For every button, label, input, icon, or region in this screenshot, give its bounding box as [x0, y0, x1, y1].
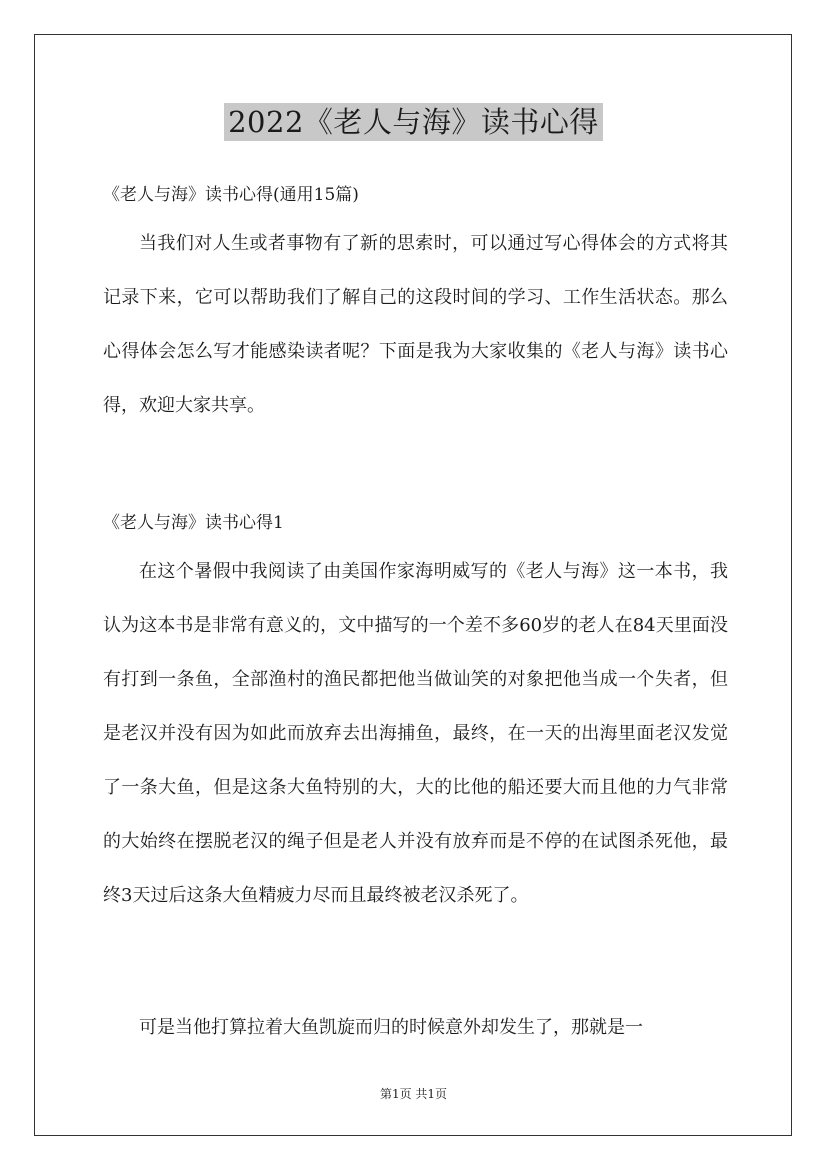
document-title: 2022《老人与海》读书心得	[224, 103, 603, 141]
body-paragraph-2: 可是当他打算拉着大鱼凯旋而归的时候意外却发生了，那就是一	[139, 1017, 643, 1038]
page-footer: 第1页 共1页	[379, 1087, 448, 1101]
document-title-wrap	[0, 100, 827, 141]
document-subtitle: 《老人与海》读书心得(通用15篇)	[103, 185, 359, 205]
body-paragraph-1: 在这个暑假中我阅读了由美国作家海明威写的《老人与海》这一本书，我认为这本书是非常有意义的，文中描写的一个差不多60岁的老人在84天里面没有打到一条鱼，全部渔村的渔民都把他当做讪笑的对象把他当成一个失者，但是老汉并没有因为如此而放弃去出海捕鱼，最终，在一天的出海里面老汉发觉了一条大鱼，但是这条大鱼特别的大，大的比他的船还要大而且他的力气非常的大始终在摆脱老汉的绳子但是老人并没有放弃而是不停的在试图杀死他，最终3天过后这条大鱼精疲力尽而且最终被老汉杀死了。	[103, 561, 728, 906]
section-heading: 《老人与海》读书心得1	[103, 513, 284, 533]
intro-paragraph: 当我们对人生或者事物有了新的思索时，可以通过写心得体会的方式将其记录下来，它可以帮助我们了解自己的这段时间的学习、工作生活状态。那么心得体会怎么写才能感染读者呢？下面是我为大家收集的《老人与海》读书心得，欢迎大家共享。	[103, 233, 728, 416]
